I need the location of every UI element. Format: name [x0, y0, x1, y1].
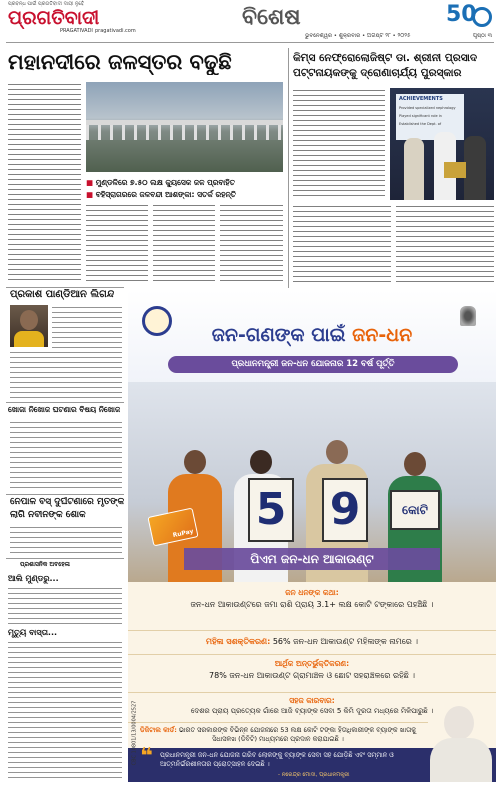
- board-line-3: Established the Dept. of: [399, 122, 442, 126]
- anniversary-ring-icon: [472, 7, 492, 27]
- section-title: ବିଶେଷ: [242, 5, 301, 30]
- sub-heading-a: ଆଲି ମୁଣ୍ଡରୁ...: [8, 574, 59, 583]
- benefit-block-3: [128, 654, 496, 693]
- benefit-block-2: [128, 630, 496, 655]
- advert-subheading: ପ୍ରଧାନମନ୍ତ୍ରୀ ଜନ-ଧନ ଯୋଜନାର 12 ବର୍ଷ ପୂର୍ତ୍ତି: [168, 356, 458, 373]
- anniversary-logo: [442, 3, 492, 29]
- headline-part2: ଜନ-ଧନ: [352, 324, 413, 346]
- logo: ପ୍ରଗତିବାଦୀ: [8, 7, 100, 29]
- left-rule-4: [6, 558, 124, 559]
- quote-author: - ନରେନ୍ଦ୍ର ମୋଦୀ, ପ୍ରଧାନମନ୍ତ୍ରୀ: [278, 772, 350, 778]
- missing-title: ଖୋଜା ନିଖୋଜ ଘଟଣାର ବିଷୟ ନିଖୋଜ: [8, 405, 121, 414]
- sub-heading-b: ମୃତ୍ୟୁ ବାସ୍ତା...: [8, 628, 58, 637]
- woman-right-head: [404, 452, 426, 476]
- right-headline-1: କିମ୍ସ ନେଫ୍ରୋଲୋଜିଷ୍ଟ ଡା. ଶ୍ରୀନୀ ପ୍ରସାଦ: [293, 52, 478, 64]
- board-title: ACHIEVEMENTS: [399, 96, 443, 102]
- number-card-9: 9: [322, 478, 368, 542]
- left-rule-1: [6, 287, 124, 288]
- obit-title: ପ୍ରକାଶ ପାଣ୍ଡିଆନ ଲିଗନ୍ଦ: [10, 289, 115, 300]
- anniversary-number: 50: [446, 2, 477, 27]
- obit-body-a: [52, 305, 122, 349]
- award-plaque: [444, 162, 466, 178]
- quote-mark-icon: ❝: [140, 744, 153, 769]
- nepal-title-1: ନେପାଳ ବସ୍ ଦୁର୍ଘଟଣାରେ ମୃତଙ୍କ: [10, 497, 124, 507]
- bridge-photo: [86, 82, 283, 172]
- obit-face: [20, 310, 38, 330]
- benefit3-text: 78% ଜନ-ଧନ ଆକାଉଣ୍ଟ ଗ୍ରାମାଞ୍ଚଳ ଓ ଛୋଟ ସହରାଞ୍ଚଳରେ ରହିଛି ।: [209, 671, 415, 680]
- benefit2-line: ମହିଳା ସଶକ୍ତିକରଣ: 56% ଜନ-ଧନ ଆକାଉଣ୍ଟ ମହିଳାଙ୍କ ନାମରେ ।: [206, 637, 418, 646]
- nepal-body: [10, 525, 122, 555]
- benefit-block-1: [128, 586, 496, 630]
- benefit4-text: ଦେଶର ପ୍ରାୟ ପ୍ରତ୍ୟେକ ଗାଁରେ ଆଜି ବ୍ୟାଙ୍କ ସେବା 5 କିମି ଦୂରତା ମଧ୍ୟରେ ମିଳିପାରୁଛି ।: [190, 707, 434, 715]
- woman-left-head: [184, 450, 206, 474]
- person-right: [464, 136, 486, 200]
- benefit4-title: ସହଜ କାରବାର:: [289, 696, 335, 705]
- board-line-1: Provided specialized nephrology: [399, 106, 456, 110]
- benefit1-title: ଜନ ଧନଙ୍କ କଥା:: [285, 588, 339, 597]
- card-text: RuPay: [172, 527, 195, 540]
- crore-card: କୋଟି: [390, 490, 440, 530]
- lead-body-col2: [86, 203, 148, 283]
- benefit3-title: ଆର୍ଥିକ ଅନ୍ତର୍ଭୁକ୍ତିକରଣ:: [274, 659, 350, 668]
- board-line-2: Played significant role in: [399, 114, 442, 118]
- logo-sub: PRAGATIVADI: [60, 28, 93, 34]
- masthead-rule: [6, 42, 494, 43]
- woman-center-head: [250, 450, 272, 474]
- right-body-3: [396, 204, 494, 284]
- benefit5-line: ଡିଜିଟାଲ କାର୍ଡ: ଭାରତ ସରକାରଙ୍କ ବିଭିନ୍ନ ଯୋଜନାରେ 53 ଲକ୍ଷ କୋଟି ଟଙ୍କା ହିତାଧିକାରୀଙ୍କ ବ୍ୟାଙ୍କ ଖାତାକୁ ସିଧାସଳଖ (ଡିବିଟି) ମାଧ୍ୟମରେ ପ୍ରଦାନ କରାଯାଇଛି ।: [139, 726, 417, 743]
- advert-code: CBC 10801/13/0004/2527: [131, 700, 138, 766]
- column-rule: [288, 48, 289, 288]
- man-head: [326, 440, 348, 464]
- accounts-banner: ପିଏମ ଜନ-ଧନ ଆକାଉଣ୍ଟ: [184, 548, 440, 570]
- award-photo: [390, 88, 494, 200]
- sub-body-a: [8, 586, 122, 624]
- missing-body: [10, 420, 122, 490]
- dateline: ଭୁବନେଶ୍ୱର • ଶୁକ୍ରବାର • ଅଗଷ୍ଟ ୨୮ • ୨୦୨୫: [305, 33, 411, 39]
- dateline-bar: [305, 33, 492, 41]
- achievement-board: [396, 94, 464, 140]
- nepal-title-2: ଲାଗି ନବୀନଙ୍କ ଶୋକ: [10, 510, 86, 520]
- top-note: ପ୍ରବନ୍ଧ ପାଇଁ ପ୍ରଗତିବାଦୀ ଦାୟୀ ନୁହେଁ: [8, 1, 84, 7]
- headline-part1: ଜନ-ଗଣଙ୍କ ପାଇଁ: [211, 324, 353, 346]
- obit-shirt: [14, 331, 44, 347]
- right-body-2: [293, 204, 391, 284]
- person-left: [404, 138, 424, 200]
- right-headline-2: ପଟ୍ଟନାୟକଙ୍କୁ ଦ୍ରୋଣାଚାର୍ଯ୍ୟ ପୁରସ୍କାର: [293, 67, 462, 79]
- lead-body-col3: [153, 203, 215, 283]
- left-rule-3: [6, 494, 124, 495]
- pm-portrait: [426, 702, 496, 782]
- obit-body-b: [10, 350, 122, 398]
- pm-head: [444, 706, 474, 740]
- obit-photo: [10, 305, 48, 347]
- number-card-5: 5: [248, 478, 294, 542]
- right-body-1: [293, 88, 385, 198]
- lead-headline: ମହାନଦୀରେ ଜଳସ୍ତର ବଢୁଛି: [8, 50, 232, 74]
- site-url: pragativadi.com: [95, 28, 136, 34]
- lead-body-col4: [220, 203, 283, 283]
- benefit1-text: ଜନ-ଧନ ଆକାଉଣ୍ଟରେ ଜମା ରାଶି ପ୍ରାୟ 3.1+ ଲକ୍ଷ କୋଟି ଟଙ୍କାରେ ପହଞ୍ଚିଛି ।: [190, 600, 434, 609]
- sub-body-b: [8, 640, 122, 780]
- jandhan-advert: [128, 290, 496, 782]
- benefit-block-5: [128, 722, 428, 749]
- quote-text: ପ୍ରଧାନମନ୍ତ୍ରୀ ଜନ-ଧନ ଯୋଜନା ଗରିବ ଲୋକଙ୍କୁ ବ୍ୟାଙ୍କ ସେବା ସହ ଯୋଡ଼ିଛି ଏବଂ ସମ୍ମାନ ଓ ଆତ୍ମନିର୍ଭରଶୀଳତାର ପ୍ରୋତ୍ସାହନ ଦେଇଛି ।: [160, 751, 394, 768]
- lead-bullet-2: ■ ବହିସ୍ରାଗରରେ ଜଳବନ୍ଦୀ ଆଶଙ୍କା: ସତର୍କ ରହନ୍ତି: [86, 190, 237, 199]
- pm-body: [430, 738, 492, 782]
- left-rule-2: [6, 402, 124, 403]
- emblem-icon: [460, 306, 476, 326]
- notice-label: ପ୍ରଶାସନିକ ଅବହେଳା: [20, 561, 70, 568]
- river-water: [86, 140, 283, 172]
- lead-body-col1: [8, 82, 81, 282]
- bridge-piers: [86, 125, 283, 140]
- advert-headline: [128, 324, 496, 346]
- lead-bullet-1: ■ ମୁଣ୍ଡଳିରେ ୭.୫୦ ଲକ୍ଷ କ୍ୟୁସେକ ଜଳ ପ୍ରବାହିତ: [86, 178, 235, 187]
- page-number: ପୃଷ୍ଠା ୩: [472, 33, 492, 39]
